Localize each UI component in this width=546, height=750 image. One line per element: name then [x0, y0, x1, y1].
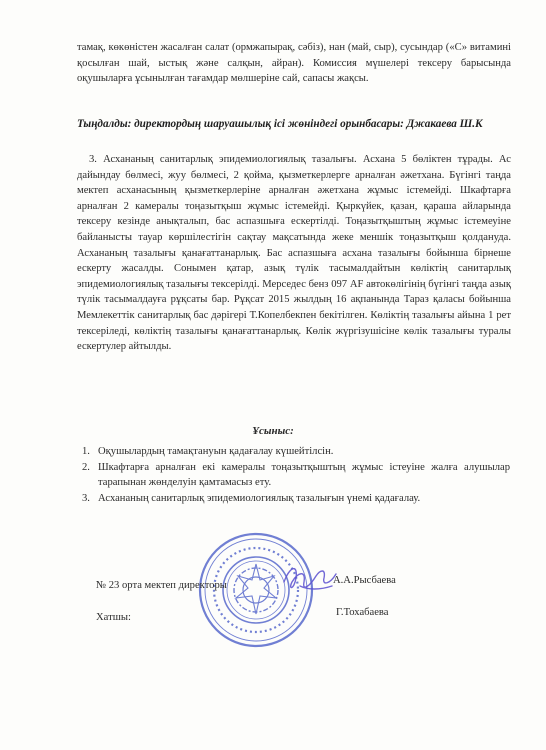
list-number: 1. [82, 446, 90, 457]
paragraph-main: 3. Асхананың санитарлық эпидемиологиялық тазалығы. Асхана 5 бөліктен тұрады. Ас дайындау бөлмесі, жуу бөлмесі, 2 қойма, қызметкерлерге арналған әжетхана. Бүгінгі таңда мектеп асханасының қызметкерлеріне арналған әжетхана жұмыс істемейді. Шкафтарға арналған 2 камералы тоңазытқыш жұмыс істемейді. Қыркүйек, қазан, қараша айларында тексеру кезінде анықталып, бас аспазшыға ескертілді. Тоңазытқыштың жұмыс істемеуіне байланысты тауар көршілестігін сақтау мақсатында жеке меншік тоңазытқыш қолдануда. Асхананың тазалығы қанағаттанарлық. Бас аспазшыға асхана тазалығы бойынша бірнеше ескерту жасалды. Сонымен қатар, азық түлік тасымалдайтын көліктің санитарлық эпидемиологиялық тазалығы тексерілді. Мерседес бенз 097 AF автокөлігінің бүгінгі таңда азық түлік тасымалдауға рұқсаты бар. Рұқсат 2015 жылдың 16 ақпанында Тараз қаласы бойынша Мемлекеттік санитарлық бас дәрігері Т.Копелбекпен бекітілген. Көліктің тазалығы айына 1 рет тексеріледі, көліктің тазалығы қанағаттанарлық. Көлік жүргізушісіне көлік тазалығы туралы ескертулер айтылды. [77, 154, 511, 353]
secretary-label: Хатшы: [96, 612, 131, 623]
list-text: Оқушылардың тамақтануын қадағалау күшейтілсін. [98, 446, 334, 457]
list-number: 2. [82, 461, 90, 473]
director-name: А.А.Рысбаева [333, 575, 396, 586]
list-text: Асхананың санитарлық эпидемиологиялық тазалығын үнемі қадағалау. [98, 492, 421, 504]
heard-line: Тыңдалды: директордың шаруашылық ісі жөніндегі орынбасары: Джакаева Ш.К [77, 118, 483, 130]
list-text: Шкафтарға арналған екі камералы тоңазытқыштың жұмыс істеуіне жалға алушылар тарапынан жөнделуін қамтамасыз ету. [98, 461, 510, 488]
recommendations-list [82, 444, 510, 506]
paragraph-top: тамақ, көкөністен жасалған салат (ормжапырақ, сәбіз), нан (май, сыр), сусындар («С» витамині қосылған шай, ыстық және салқын, айран). Комиссия мүшелері тексеру барысында оқушыларға ұсынылған тағамдар мөлшеріне сай, сапасы жақсы. [77, 42, 511, 85]
director-label: № 23 орта мектеп директоры [96, 580, 227, 591]
secretary-name: Г.Тохабаева [336, 607, 389, 618]
list-item [82, 491, 510, 507]
recommendations-title: Ұсыныс: [252, 425, 294, 437]
list-number: 3. [82, 492, 90, 504]
handwritten-signature-icon [280, 560, 340, 596]
list-item [82, 460, 510, 491]
list-item [82, 444, 510, 460]
